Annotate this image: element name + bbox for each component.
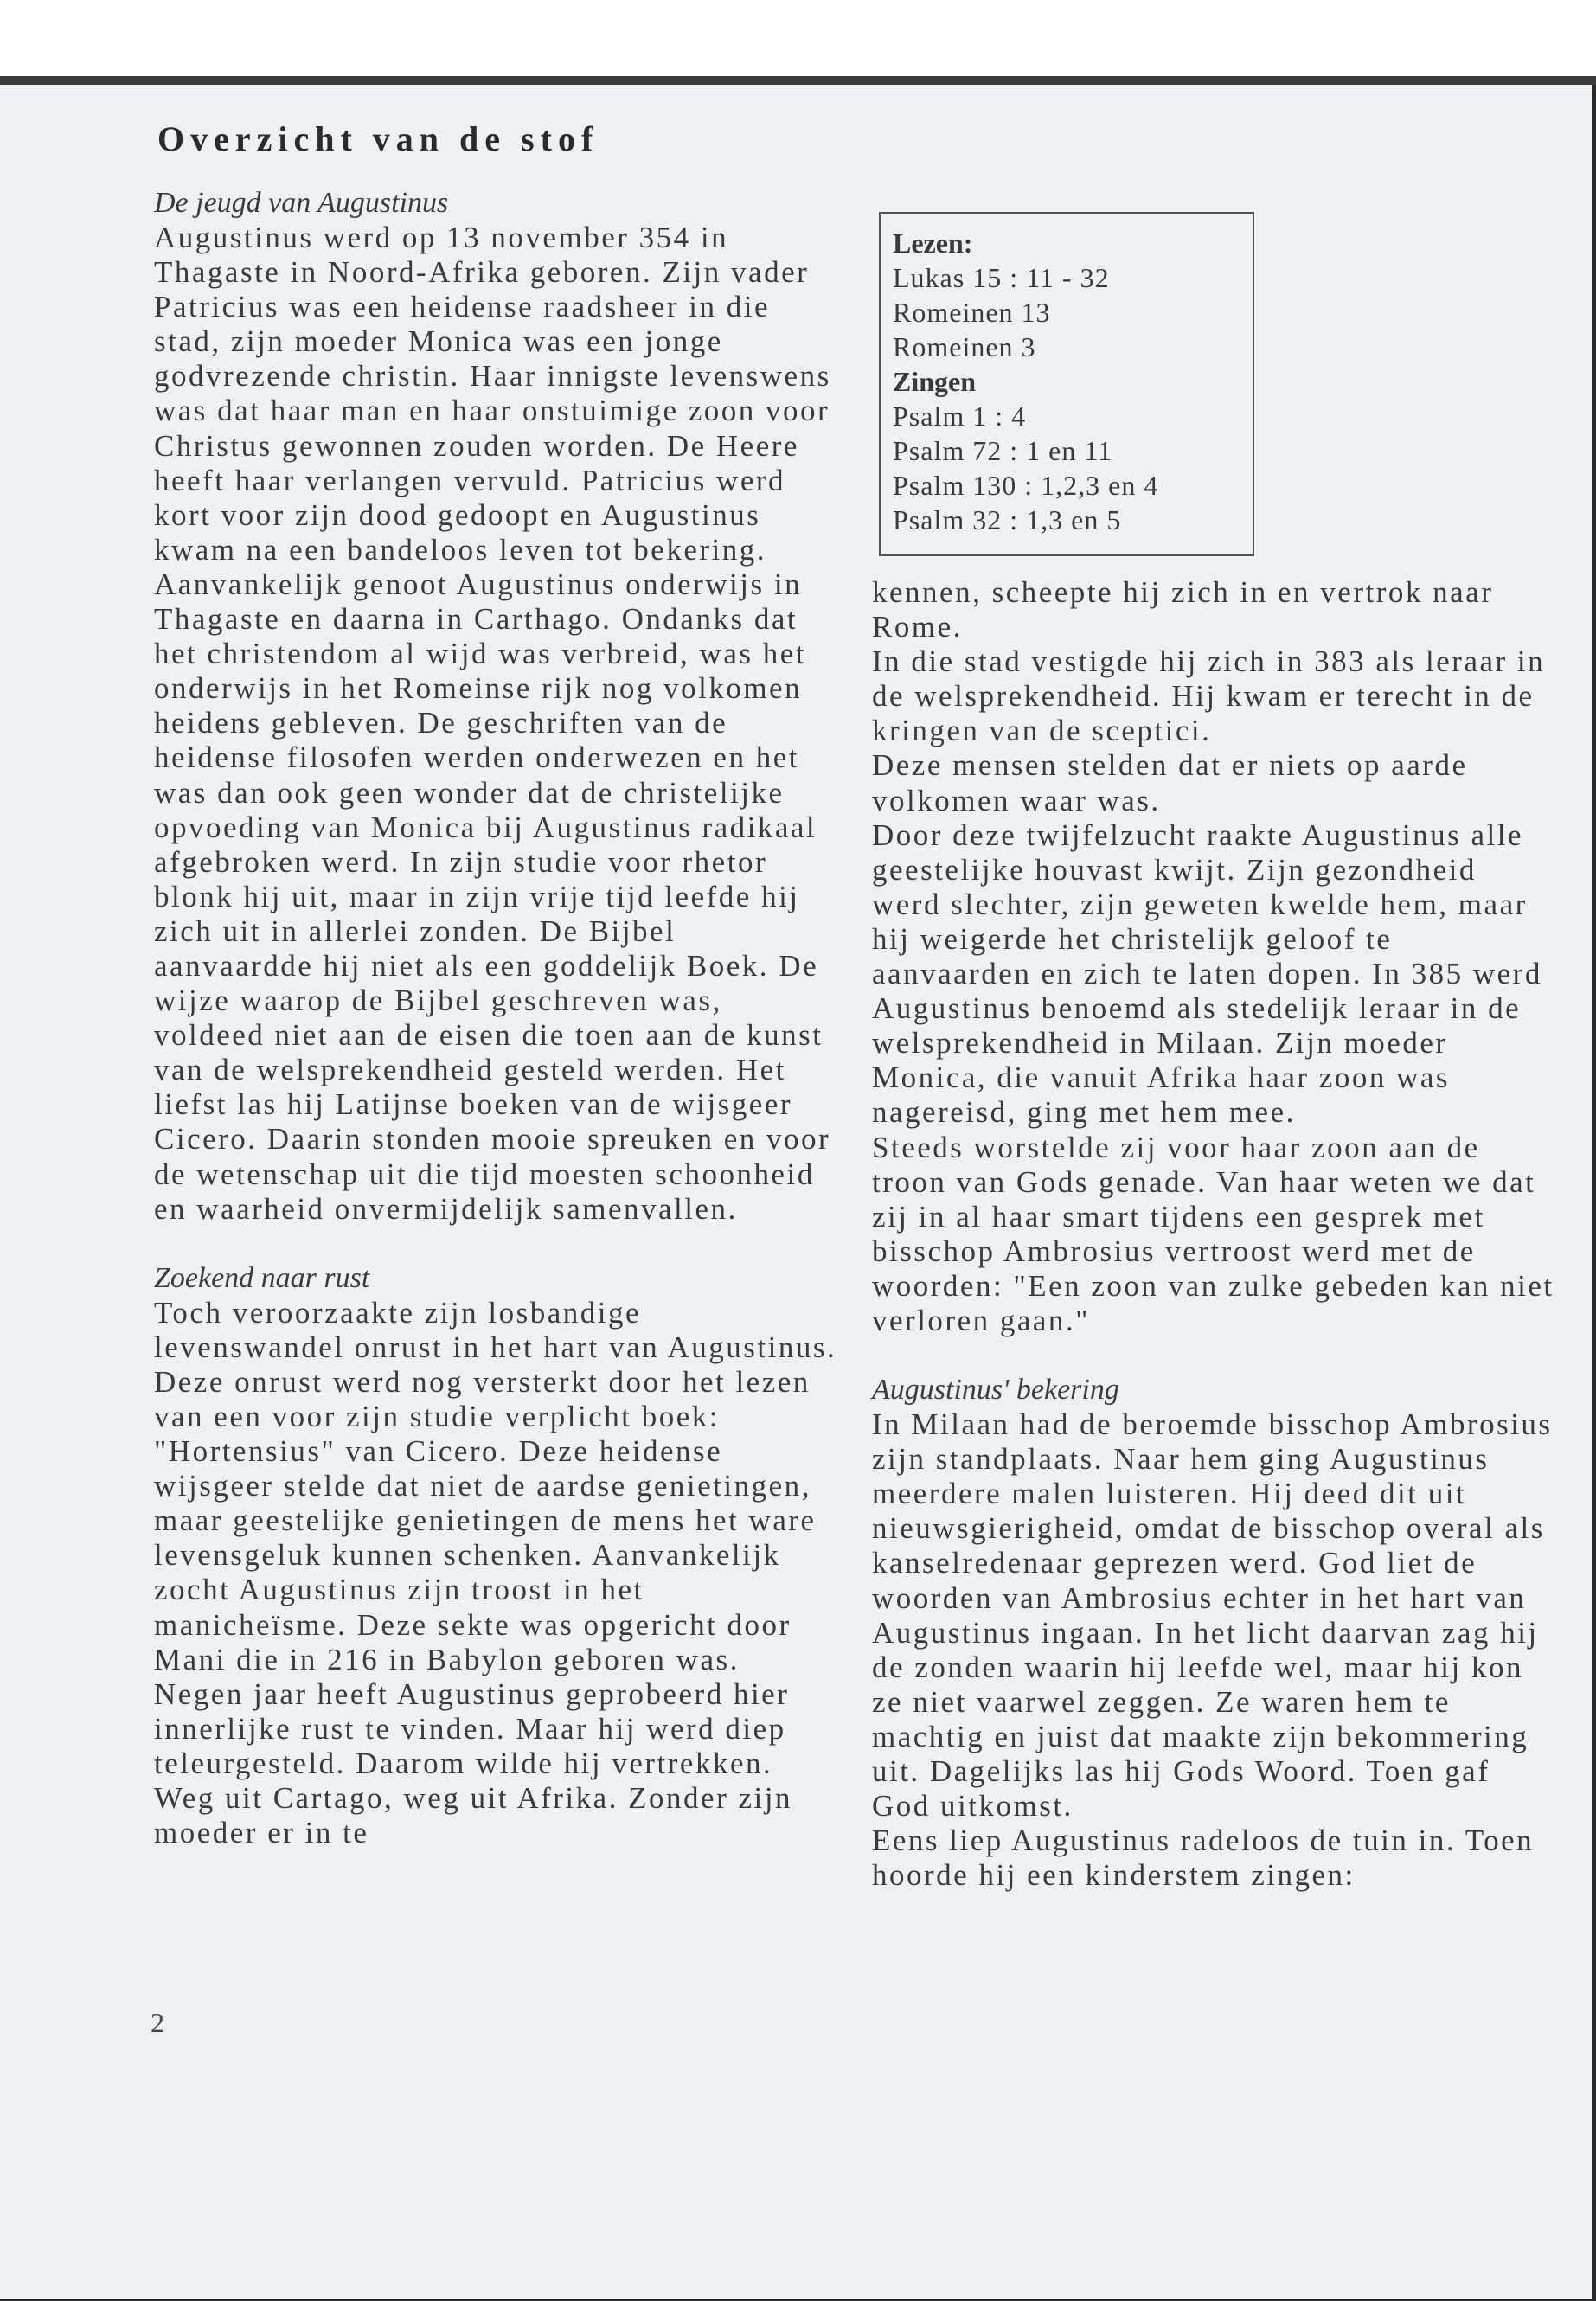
paragraph: Toch veroorzaakte zijn losbandige levenswandel onrust in het hart van Augustinus. Deze onrust werd nog versterkt door het lezen van een voor zijn studie verplicht boek: "Hortensius" van Cicero. Deze heidense wijsgeer stelde dat niet de aardse genietingen, maar geestelijke genietingen de mens het ware levensgeluk kunnen schenken. Aanvankelijk zocht Augustinus zijn troost in het manicheïsme. Deze sekte was opgericht door Mani die in 216 in Babylon geboren was. Negen jaar heeft Augustinus geprobeerd hier innerlijke rust te vinden. Maar hij werd diep teleurgesteld. Daarom wilde hij vertrekken. Weg uit Cartago, weg uit Afrika. Zonder zijn moeder er in te (154, 1295, 837, 1850)
paragraph: Door deze twijfelzucht raakte Augustinus alle geestelijke houvast kwijt. Zijn gezondheid werd slechter, zijn geweten kwelde hem, maar hij weigerde het christelijk geloof te aanvaarden en zich te laten dopen. In 385 werd Augustinus benoemd als stedelijk leraar in de welsprekendheid in Milaan. Zijn moeder Monica, die vanuit Afrika haar zoon was nagereisd, ging met hem mee. (872, 817, 1542, 1130)
right-column (872, 575, 1555, 1893)
zingen-item: Psalm 32 : 1,3 en 5 (893, 504, 1122, 535)
scan-top-margin (0, 0, 1596, 82)
page-title: Overzicht van de stof (157, 119, 599, 158)
lezen-item: Romeinen 13 (893, 297, 1051, 328)
paragraph: Steeds worstelde zij voor haar zoon aan de troon van Gods genade. Van haar weten we dat zij in al haar smart tijdens een gesprek met bisschop Ambrosius vertroost werd met de woorden: "Een zoon van zulke gebeden kan niet verloren gaan." (872, 1130, 1554, 1337)
page-number: 2 (151, 2007, 164, 2038)
left-column (154, 186, 837, 1850)
paragraph: Deze mensen stelden dat er niets op aarde volkomen waar was. (872, 748, 1468, 817)
section-title-jeugd: De jeugd van Augustinus (154, 187, 449, 219)
lezen-heading: Lezen: (893, 228, 973, 259)
lezen-item: Lukas 15 : 11 - 32 (893, 262, 1110, 293)
zingen-item: Psalm 130 : 1,2,3 en 4 (893, 470, 1159, 501)
paragraph: In Milaan had de beroemde bisschop Ambrosius zijn standplaats. Naar hem ging Augustinus meerdere malen luisteren. Hij deed dit uit nieuwsgierigheid, omdat de bisschop overal als kanselredenaar geprezen werd. God liet de woorden van Ambrosius echter in het hart van Augustinus ingaan. In het licht daarvan zag hij de zonden waarin hij leefde wel, maar hij kon ze niet vaarwel zeggen. Ze waren hem te machtig en juist dat maakte zijn bekommering uit. Dagelijks las hij Gods Woord. Toen gaf God uitkomst. (872, 1407, 1553, 1823)
zingen-item: Psalm 1 : 4 (893, 401, 1027, 432)
paragraph: kennen, scheepte hij zich in en vertrok naar Rome. (872, 575, 1494, 644)
paragraph: Aanvankelijk genoot Augustinus onderwijs in Thagaste en daarna in Carthago. Ondanks dat het christendom al wijd was verbreid, was het onderwijs in het Romeinse rijk nog volkomen heidens gebleven. De geschriften van de heidense filosofen werden onderwezen en het was dan ook geen wonder dat de christelijke opvoeding van Monica bij Augustinus radikaal afgebroken werd. In zijn studie voor rhetor blonk hij uit, maar in zijn vrije tijd leefde hij zich uit in allerlei zonden. De Bijbel aanvaardde hij niet als een goddelijk Boek. De wijze waarop de Bijbel geschreven was, voldeed niet aan de eisen die toen aan de kunst van de welsprekendheid gesteld werden. Het liefst las hij Latijnse boeken van de wijsgeer Cicero. Daarin stonden mooie spreuken en voor de wetenschap uit die tijd moesten schoonheid en waarheid onvermijdelijk samenvallen. (154, 567, 831, 1226)
section-title-bekering: Augustinus' bekering (872, 1374, 1119, 1407)
section-title-rust: Zoekend naar rust (154, 1261, 370, 1294)
paragraph: In die stad vestigde hij zich in 383 als leraar in de welsprekendheid. Hij kwam er terecht in de kringen van de sceptici. (872, 644, 1546, 748)
paragraph: Augustinus werd op 13 november 354 in Thagaste in Noord-Afrika geboren. Zijn vader Patricius was een heidense raadsheer in die stad, zijn moeder Monica was een jonge godvrezende christin. Haar innigste levenswens was dat haar man en haar onstuimige zoon voor Christus gewonnen zouden worden. De Heere heeft haar verlangen vervuld. Patricius werd kort voor zijn dood gedoopt en Augustinus kwam na een bandeloos leven tot bekering. (154, 221, 831, 567)
lezen-item: Romeinen 3 (893, 331, 1036, 362)
zingen-item: Psalm 72 : 1 en 11 (893, 435, 1113, 466)
scan-top-edge (0, 76, 1596, 85)
zingen-heading: Zingen (893, 366, 977, 397)
paragraph: Eens liep Augustinus radeloos de tuin in. Toen hoorde hij een kinderstem zingen: (872, 1823, 1535, 1893)
reading-box (879, 212, 1254, 556)
